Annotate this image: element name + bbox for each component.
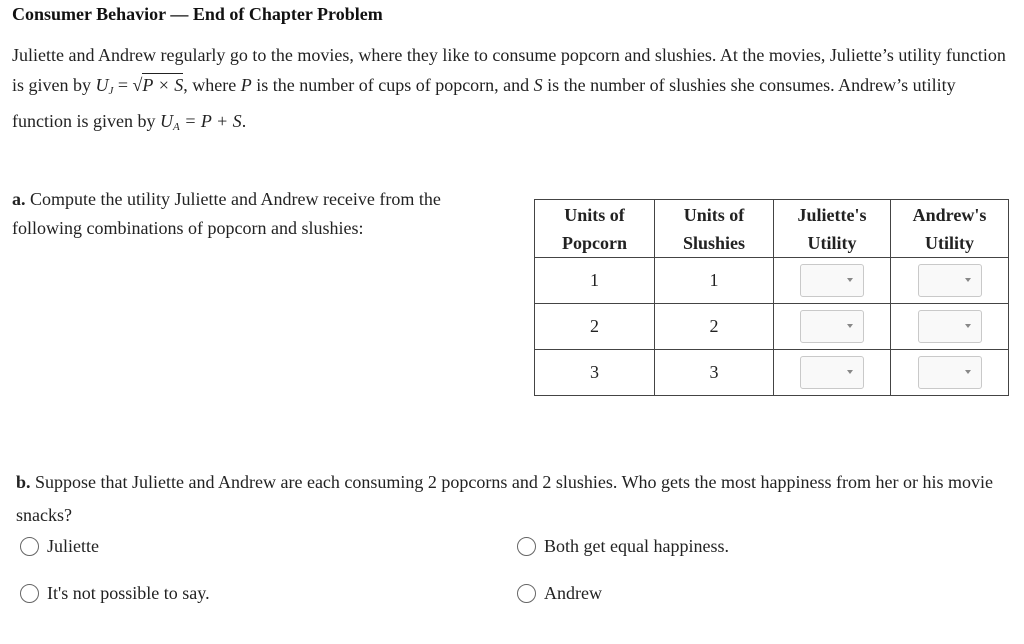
- intro-text-4: is the number of slushies she consumes. Andrew’s utility function is given by: [12, 75, 956, 131]
- var-s: S: [533, 75, 543, 95]
- header-juliette-utility: Juliette's Utility: [774, 200, 891, 258]
- juliette-utility-dropdown-2[interactable]: [800, 310, 864, 343]
- andrew-utility-dropdown-2[interactable]: [918, 310, 982, 343]
- header-slushies: Units of Slushies: [655, 200, 774, 258]
- cell-popcorn: 2: [535, 304, 655, 350]
- utility-table: [534, 199, 1009, 396]
- cell-slushies: 3: [655, 350, 774, 396]
- option-equal[interactable]: Both get equal happiness.: [517, 536, 729, 557]
- header-andrew-utility: Andrew's Utility: [891, 200, 1009, 258]
- intro-text-1: Juliette and Andrew regularly go to the movies, where they like to consume popcorn and slushies. At the movies, Juliette’s utility function is given by: [12, 45, 1006, 95]
- chevron-down-icon: [847, 370, 853, 374]
- table-row: [535, 304, 1009, 350]
- chevron-down-icon: [965, 278, 971, 282]
- chevron-down-icon: [847, 278, 853, 282]
- problem-intro: [12, 40, 1012, 142]
- intro-text-3: is the number of cups of popcorn, and: [251, 75, 534, 95]
- radio-button[interactable]: [517, 537, 536, 556]
- header-popcorn: Units of Popcorn: [535, 200, 655, 258]
- radio-button[interactable]: [20, 537, 39, 556]
- part-a-text: Compute the utility Juliette and Andrew receive from the following combinations of popcorn and slushies:: [12, 189, 441, 238]
- radio-button[interactable]: [20, 584, 39, 603]
- cell-slushies: 1: [655, 258, 774, 304]
- option-juliette[interactable]: Juliette: [20, 536, 99, 557]
- part-a-prompt: [12, 185, 512, 243]
- juliette-utility-dropdown-3[interactable]: [800, 356, 864, 389]
- part-b-label: b.: [16, 472, 31, 492]
- part-b-prompt: [16, 466, 1016, 532]
- cell-slushies: 2: [655, 304, 774, 350]
- part-b-text: Suppose that Juliette and Andrew are each consuming 2 popcorns and 2 slushies. Who gets the most happiness from her or his movie snacks?: [16, 472, 994, 525]
- page-title: Consumer Behavior — End of Chapter Problem: [12, 4, 383, 24]
- var-p: P: [240, 75, 252, 95]
- cell-popcorn: 1: [535, 258, 655, 304]
- table-header-row: [535, 200, 1009, 258]
- juliette-utility-dropdown-1[interactable]: [800, 264, 864, 297]
- intro-text-2: , where: [183, 75, 241, 95]
- table-row: [535, 350, 1009, 396]
- andrew-utility-symbol: $U_A$: [159, 111, 180, 133]
- andrew-utility-dropdown-3[interactable]: [918, 356, 982, 389]
- chevron-down-icon: [965, 370, 971, 374]
- andrew-utility-eq: = P + S: [179, 111, 242, 131]
- part-a-label: a.: [12, 189, 26, 209]
- sqrt-expression: P × S: [142, 75, 184, 95]
- option-not-possible[interactable]: It's not possible to say.: [20, 583, 210, 604]
- chevron-down-icon: [847, 324, 853, 328]
- juliette-utility-symbol: $U_J$: [95, 75, 114, 97]
- intro-text-5: .: [241, 111, 247, 131]
- radio-button[interactable]: [517, 584, 536, 603]
- equals-sqrt: = √: [113, 75, 143, 95]
- cell-popcorn: 3: [535, 350, 655, 396]
- table-row: [535, 258, 1009, 304]
- andrew-utility-dropdown-1[interactable]: [918, 264, 982, 297]
- chevron-down-icon: [965, 324, 971, 328]
- option-andrew[interactable]: Andrew: [517, 583, 602, 604]
